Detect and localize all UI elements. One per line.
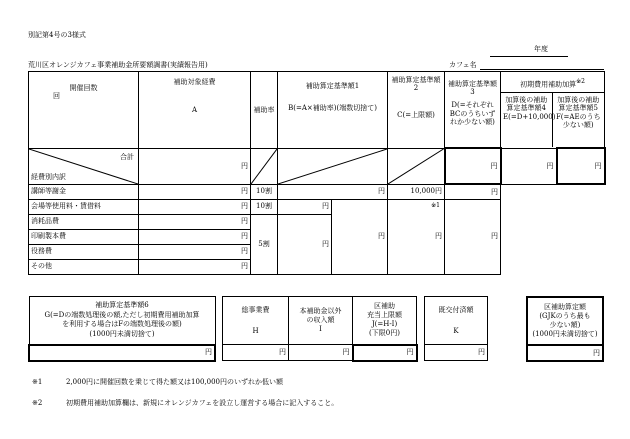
j-title4: (下限0円) [369,329,400,338]
g-header [29,297,215,345]
base2-header [388,72,445,149]
g-desc2: を利用する場合はFの端数処理後の額) [62,320,182,329]
i-code: I [319,325,322,334]
total-base2-cell [388,148,445,184]
l-title2: (GJKのうち最も [539,311,591,320]
k-title: 既交付済額 [438,306,474,315]
initial-header [501,72,605,149]
base1-title: 補助算定基準額1 [305,82,360,90]
row-postage-label: 役務費 [29,244,139,259]
l-box [526,296,604,362]
total-f-cell[interactable]: 円 [557,148,605,184]
k-value-cell[interactable]: 円 [425,345,488,361]
total-base3-cell[interactable]: 円 [445,148,501,184]
venue-cost-cell[interactable]: 円 [139,199,251,214]
l-title1: 区補助算定額 [544,302,586,311]
lecturer-base1-cell[interactable]: 円 [278,184,388,199]
h-value-cell[interactable]: 円 [223,345,289,361]
consumables-cost-cell[interactable]: 円 [139,214,251,229]
i-header [289,297,353,345]
i-title2: の収入額 [306,315,335,324]
j-title3: J(=H-I) [371,320,398,329]
initial-f-header: 加算後の補助算定基準額5 F(=AEのうち少ない額) [555,96,601,130]
hij-box [222,296,418,362]
row-other-label: その他 [29,259,139,274]
note2-text: 初期費用補助加算欄は、新規にオレンジカフェを設立し運営する場合に記入すること。 [66,399,339,407]
total-cost-cell[interactable]: 円 [139,148,251,184]
breakdown-label: 経費別内訳 [31,173,66,182]
venue-rate: 10割 [251,199,278,214]
j-title2: 充当上限額 [367,311,402,320]
g-desc3: (1000円未満切捨て) [89,329,155,338]
l-title3: 少ない額) [549,321,581,329]
base3-header [445,72,501,149]
fiscal-year-label: 年度 [534,45,548,53]
sessions-header-label: 開催回数 [69,84,98,92]
rate-header: 補助率 [251,72,278,149]
i-title1: 本補助金以外 [299,306,342,315]
i-value-cell[interactable]: 円 [289,345,353,361]
other-cost-cell[interactable]: 円 [139,259,251,274]
j-header [353,297,417,345]
k-box [424,296,488,361]
cost-header [139,72,251,149]
lecturer-base2-cap: 10,000円 [388,184,445,199]
diagonal-line [278,149,387,184]
k-header [425,297,488,345]
g-box [28,296,216,362]
base3-desc: D(=それぞれBCのうちいずれか少ない額) [449,100,496,127]
base1-desc: B(=A×補助率)(端数切捨て) [288,104,377,113]
total-base1-cell [278,148,388,184]
venue-base1-cell[interactable]: 円 [278,199,332,214]
form-id: 別記第4号の3様式 [28,31,86,39]
j-title1: 区補助 [374,302,395,311]
base2-desc: C(=上限額) [397,110,435,119]
group-base1-sub-cell[interactable]: 円 [278,214,332,274]
note1-mark: ※1 [32,378,43,386]
g-desc1: G(=Dの端数処理後の額,ただし初期費用補助加算 [44,310,200,319]
base1-header [278,72,388,149]
cafe-name-field[interactable] [480,69,604,70]
cost-header-title: 補助対象経費 [173,78,216,86]
note1-text: 2,000円に開催回数を乗じて得た額又は100,000円のいずれか低い額 [66,378,283,386]
base3-title: 補助算定基準額3 [448,80,498,97]
sessions-unit: 回 [53,92,60,101]
group-base1-cell[interactable]: 円 [332,199,388,274]
h-header [223,297,289,345]
base2-title: 補助算定基準額2 [391,76,441,93]
diagonal-line [388,149,444,184]
group-rate: 5割 [251,214,278,274]
postage-cost-cell[interactable]: 円 [139,244,251,259]
total-label-cell [29,148,139,184]
l-title4: (1000円未満切捨て) [532,330,598,339]
h-title: 総事業費 [241,306,270,315]
cost-header-code: A [191,106,198,115]
cafe-name-label: カフェ名 [449,61,477,69]
g-title: 補助算定基準額6 [95,301,149,310]
total-e-cell[interactable]: 円 [501,148,557,184]
initial-e-header: 加算後の補助算定基準額4 E(=D+10,000) [501,93,553,147]
total-rate-cell [251,148,278,184]
row-lecturer-label: 講師等謝金 [29,184,139,199]
note1-ref: ※1 [431,201,441,209]
group-base2-cell[interactable]: ※1 円 [388,199,445,274]
empty-area [501,184,605,274]
lecturer-rate: 10割 [251,184,278,199]
note2-mark: ※2 [32,399,43,407]
sessions-header [29,72,139,149]
fiscal-year-field[interactable] [490,47,568,57]
row-consumables-label: 消耗品費 [29,214,139,229]
initial-header-title: 初期費用補助加算$^{※2}$ [501,72,604,93]
row-printing-label: 印刷製本費 [29,229,139,244]
main-table [28,71,606,275]
diagonal-line [251,149,277,184]
g-value-cell[interactable]: 円 [29,345,215,361]
lecturer-base3-cell[interactable]: 円 [445,184,501,199]
document-title: 荒川区オレンジカフェ事業補助金所要額調書(実績報告用) [28,61,208,69]
j-value-cell[interactable]: 円 [353,345,417,361]
l-header [527,297,603,345]
printing-cost-cell[interactable]: 円 [139,229,251,244]
h-code: H [252,326,259,335]
row-venue-label: 会場等使用料・賃借料 [29,199,139,214]
group-base3-cell[interactable]: 円 [445,199,501,274]
total-label: 合計 [120,152,134,161]
lecturer-cost-cell[interactable]: 円 [139,184,251,199]
k-code: K [453,326,459,335]
l-value-cell[interactable]: 円 [527,345,603,361]
